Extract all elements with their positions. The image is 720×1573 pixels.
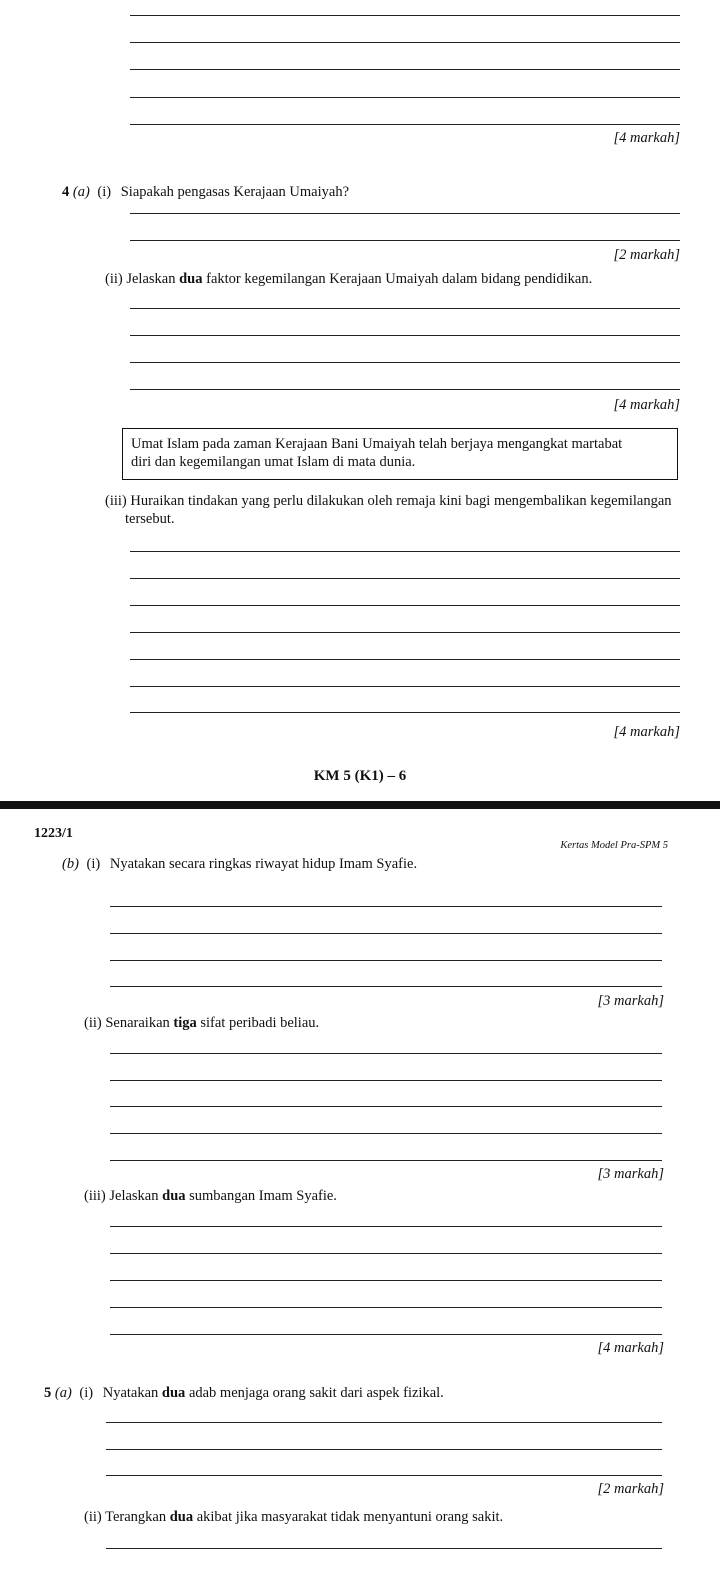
paper-title: Kertas Model Pra-SPM 5 — [560, 840, 668, 851]
answer-line — [130, 15, 680, 16]
answer-line — [130, 389, 680, 390]
answer-line — [110, 1053, 662, 1054]
stimulus-box — [122, 428, 678, 480]
answer-line — [110, 1133, 662, 1134]
question-5a-i: 5 (a) (i) Nyatakan dua adab menjaga orang sakit dari aspek fizikal. — [44, 1385, 444, 1401]
answer-line — [130, 605, 680, 606]
answer-line — [110, 1160, 662, 1161]
answer-line — [110, 1280, 662, 1281]
paper-code: 1223/1 — [34, 826, 73, 841]
answer-line — [110, 1334, 662, 1335]
page-footer: KM 5 (K1) – 6 — [313, 768, 407, 784]
answer-line — [106, 1475, 662, 1476]
answer-line — [106, 1422, 662, 1423]
answer-line — [110, 986, 662, 987]
answer-line — [110, 1226, 662, 1227]
marks-label: [2 markah] — [597, 1481, 664, 1497]
answer-line — [130, 213, 680, 214]
answer-line — [130, 42, 680, 43]
stimulus-line-1: Umat Islam pada zaman Kerajaan Bani Umaiyah telah berjaya mengangkat martabat — [131, 436, 623, 452]
answer-line — [110, 933, 662, 934]
marks-label: [4 markah] — [613, 724, 680, 740]
question-4a-i: 4 (a) (i) Siapakah pengasas Kerajaan Umaiyah? — [62, 184, 350, 200]
answer-line — [130, 69, 680, 70]
answer-line — [130, 578, 680, 579]
answer-line — [130, 659, 680, 660]
answer-line — [110, 1106, 662, 1107]
answer-line — [110, 1080, 662, 1081]
question-4a-ii: (ii) Jelaskan dua faktor kegemilangan Kerajaan Umaiyah dalam bidang pendidikan. — [105, 271, 593, 287]
question-5a-ii: (ii) Terangkan dua akibat jika masyarakat tidak menyantuni orang sakit. — [84, 1509, 504, 1525]
question-b-iii: (iii) Jelaskan dua sumbangan Imam Syafie. — [84, 1188, 337, 1204]
answer-line — [106, 1449, 662, 1450]
answer-line — [130, 686, 680, 687]
question-b-i: (b) (i) Nyatakan secara ringkas riwayat hidup Imam Syafie. — [62, 856, 418, 872]
answer-line — [130, 240, 680, 241]
answer-line — [130, 335, 680, 336]
marks-label: [3 markah] — [597, 1166, 664, 1182]
answer-line — [130, 124, 680, 125]
answer-line — [110, 1253, 662, 1254]
answer-line — [130, 551, 680, 552]
answer-line — [110, 906, 662, 907]
answer-line — [110, 960, 662, 961]
answer-line — [110, 1307, 662, 1308]
marks-label: [3 markah] — [597, 993, 664, 1009]
answer-line — [130, 97, 680, 98]
answer-line — [130, 308, 680, 309]
answer-line — [106, 1548, 662, 1549]
answer-line — [130, 632, 680, 633]
question-b-ii: (ii) Senaraikan tiga sifat peribadi beliau. — [84, 1015, 320, 1031]
marks-label: [2 markah] — [613, 247, 680, 263]
marks-label: [4 markah] — [613, 130, 680, 146]
answer-line — [130, 712, 680, 713]
page-separator — [0, 801, 720, 809]
marks-label: [4 markah] — [613, 397, 680, 413]
answer-line — [130, 362, 680, 363]
stimulus-line-2: diri dan kegemilangan umat Islam di mata dunia. — [131, 454, 416, 470]
marks-label: [4 markah] — [597, 1340, 664, 1356]
question-4a-iii: (iii) Huraikan tindakan yang perlu dilakukan oleh remaja kini bagi mengembalikan kegemilangan tersebut. — [105, 493, 672, 527]
